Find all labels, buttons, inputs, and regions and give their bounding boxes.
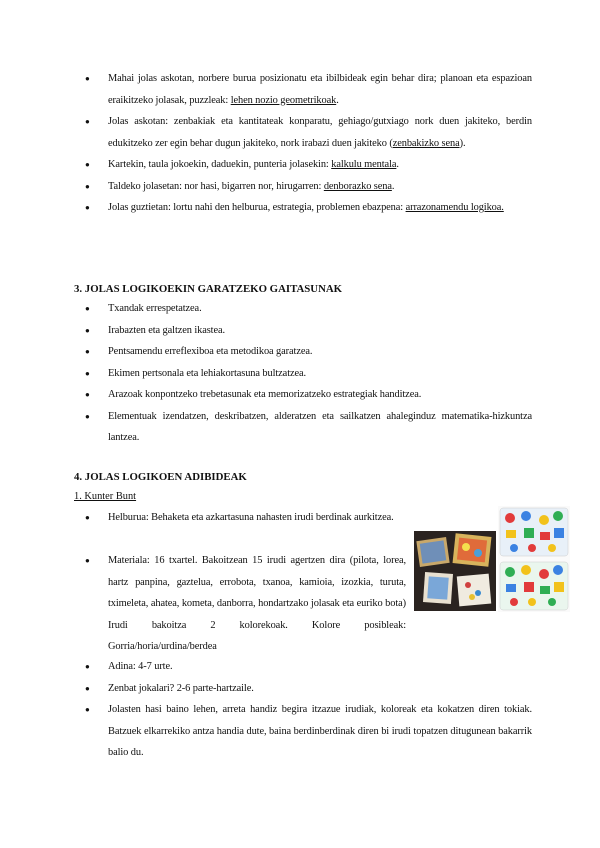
game-rules-list <box>50 656 532 764</box>
list-item: ● Elementuak izendatzen, deskribatzen, alderatzen eta sailkatzen ahaleginduz matematika-hizkuntza lantzea. <box>50 406 532 449</box>
list-item: ● Jolasten hasi baino lehen, arreta handiz begira itzazue irudiak, koloreak eta kokatzen diren tokiak. Batzuek elkarrekiko antza handia dute, baina berdinberdinak diren bi irudi topatzen ditugunean bakarrik balio du. <box>50 699 532 764</box>
list-item: ● Irabazten eta galtzen ikastea. <box>50 320 532 342</box>
section-3-list <box>50 298 532 449</box>
list-item: ● Jolas askotan: zenbakiak eta kantitateak konparatu, gehiago/gutxiago nork duen jakiteko, berdin edukitzeko zer egin behar dugun jakiteko, nork irabazi duen jakiteko (zenbakizko sena). <box>50 111 532 154</box>
key-concept: lehen nozio geometrikoak <box>230 94 337 106</box>
key-concept: kalkulu mentala <box>331 159 397 170</box>
list-item: ● Txandak errespetatzea. <box>50 298 532 320</box>
key-concept: arrazonamendu logikoa. <box>405 202 504 213</box>
section-3-heading: 3. JOLAS LOGIKOEKIN GARATZEKO GAITASUNAK <box>74 283 343 295</box>
list-item: ● Taldeko jolasetan: nor hasi, bigarren nor, hirugarren: denborazko sena. <box>50 176 532 198</box>
game-box-photo <box>414 531 496 611</box>
game-details-list <box>50 507 406 529</box>
list-item: ● Kartekin, taula jokoekin, daduekin, punteria jolasekin: kalkulu mentala. <box>50 154 532 176</box>
list-item: ● Adina: 4-7 urte. <box>50 656 532 678</box>
game-materials-list <box>50 550 406 658</box>
list-item: ● Arazoak konpontzeko trebetasunak eta memorizatzeko estrategiak handitzea. <box>50 384 532 406</box>
list-item: ● Pentsamendu erreflexiboa eta metodikoa garatzea. <box>50 341 532 363</box>
list-item: ● Zenbat jokalari? 2-6 parte-hartzaile. <box>50 678 532 700</box>
intro-bullet-list <box>50 68 532 219</box>
list-item: ● Helburua: Behaketa eta azkartasuna nahasten irudi berdinak aurkitzea. <box>50 507 406 529</box>
list-item: ● Materiala: 16 txartel. Bakoitzean 15 irudi agertzen dira (pilota, lorea, hartz panpina, gaztelua, errobota, txanoa, kamioia, izozkia, turuta, tximeleta, ahatea, kometa, danborra, hondartzako jolasak eta euriko bota) Irudi bakoitza 2 kolorekoak. Kolore posibleak: Gorria/horia/urdina/berdea <box>50 550 406 658</box>
key-concept: denborazko sena <box>323 180 392 192</box>
section-4-heading: 4. JOLAS LOGIKOEN ADIBIDEAK <box>74 471 247 483</box>
cards-photo <box>498 506 570 612</box>
game-subtitle: 1. Kunter Bunt <box>74 491 137 502</box>
key-concept: zenbakizko sena <box>392 137 460 149</box>
list-item: ● Ekimen pertsonala eta lehiakortasuna bultzatzea. <box>50 363 532 385</box>
list-item: ● Jolas guztietan: lortu nahi den helburua, estrategia, problemen ebazpena: arrazonamendu logikoa. <box>50 197 532 219</box>
list-item: ● Mahai jolas askotan, norbere burua posizionatu eta ibilbideak egin behar dira; planoan eta espazioan eraikitzeko jolasak, puzzleak: lehen nozio geometrikoak. <box>50 68 532 111</box>
